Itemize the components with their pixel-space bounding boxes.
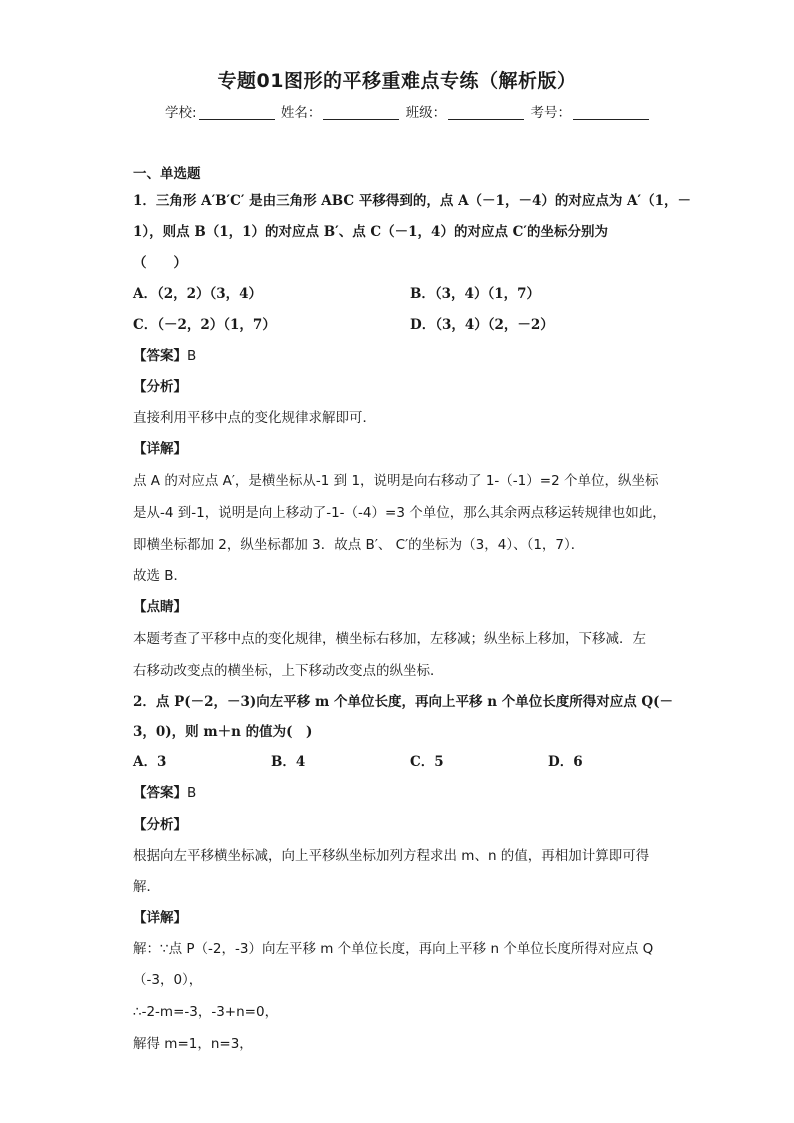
q2-analysis-line-2: 解．	[133, 879, 160, 895]
answer-value: B	[187, 348, 197, 364]
q2-analysis-tag: 【分析】	[133, 817, 187, 833]
school-label: 学校:	[165, 105, 197, 121]
q1-detail-line-1: 点 A 的对应点 A′，是横坐标从-1 到 1，说明是向右移动了 1-（-1）=2 个单位，纵坐标	[133, 473, 659, 489]
q2-option-a: A．3	[133, 754, 167, 770]
q1-option-c: C．（－2，2）（1，7）	[133, 317, 276, 333]
q1-point-tag: 【点睛】	[133, 599, 187, 615]
q2-option-d: D．6	[548, 754, 583, 770]
q2-answer	[133, 783, 196, 803]
q1-detail-line-3: 即横坐标都加 2，纵坐标都加 3．故点 B′、 C′的坐标为（3，4）、（1，7）．	[133, 537, 585, 553]
q2-option-b: B．4	[271, 754, 306, 770]
q1-answer	[133, 346, 196, 366]
q2-detail-tag: 【详解】	[133, 910, 187, 926]
class-blank	[448, 105, 524, 120]
q1-analysis-tag: 【分析】	[133, 379, 187, 395]
student-info-line	[165, 101, 651, 121]
q1-point-line-2: 右移动改变点的横坐标，上下移动改变点的纵坐标．	[133, 663, 444, 679]
q1-stem-line-3: （ ）	[133, 255, 187, 271]
section-heading: 一、单选题	[133, 166, 201, 182]
q1-detail-line-2: 是从-4 到-1，说明是向上移动了-1-（-4）=3 个单位，那么其余两点移运转规律也如此，	[133, 505, 666, 521]
q1-option-a: A．（2，2）（3，4）	[133, 286, 263, 302]
class-label: 班级：	[405, 105, 447, 121]
q1-option-b: B．（3，4）（1，7）	[410, 286, 540, 302]
answer-value: B	[187, 785, 197, 801]
q2-detail-line-1: 解：∵点 P（-2，-3）向左平移 m 个单位长度，再向上平移 n 个单位长度所得对应点 Q	[133, 941, 654, 957]
q1-detail-line-4: 故选 B．	[133, 568, 188, 584]
answer-tag: 【答案】	[133, 785, 187, 801]
q2-stem-line-1: 2．点 P(－2，－3)向左平移 m 个单位长度，再向上平移 n 个单位长度所得对应点 Q(－	[133, 694, 674, 710]
q1-point-line-1: 本题考查了平移中点的变化规律，横坐标右移加，左移减；纵坐标上移加，下移减．左	[133, 631, 646, 647]
q1-stem-line-2: 1），则点 B（1，1）的对应点 B′、点 C（－1，4）的对应点 C′的坐标分别为	[133, 224, 608, 240]
q1-option-d: D．（3，4）（2，－2）	[410, 317, 554, 333]
q2-option-c: C．5	[410, 754, 444, 770]
q1-analysis-text: 直接利用平移中点的变化规律求解即可．	[133, 410, 376, 426]
name-label: 姓名：	[280, 105, 322, 121]
q2-detail-line-2: （-3，0），	[133, 972, 203, 988]
exam-number-blank	[573, 105, 649, 120]
school-blank	[199, 105, 275, 120]
q2-stem-line-2: 3，0)，则 m＋n 的值为( )	[133, 724, 313, 740]
q2-analysis-line-1: 根据向左平移横坐标减，向上平移纵坐标加列方程求出 m、n 的值，再相加计算即可得	[133, 848, 650, 864]
q1-detail-tag: 【详解】	[133, 441, 187, 457]
q2-detail-line-3: ∴-2-m=-3，-3+n=0，	[133, 1004, 279, 1020]
name-blank	[323, 105, 399, 120]
page-title: 专题01图形的平移重难点专练（解析版）	[217, 70, 577, 92]
answer-tag: 【答案】	[133, 348, 187, 364]
exam-number-label: 考号：	[530, 105, 571, 121]
q2-detail-line-4: 解得 m=1，n=3，	[133, 1036, 253, 1052]
q1-stem-line-1: 1．三角形 A′B′C′ 是由三角形 ABC 平移得到的，点 A（－1，－4）的对应点为 A′（1，－	[133, 193, 691, 209]
